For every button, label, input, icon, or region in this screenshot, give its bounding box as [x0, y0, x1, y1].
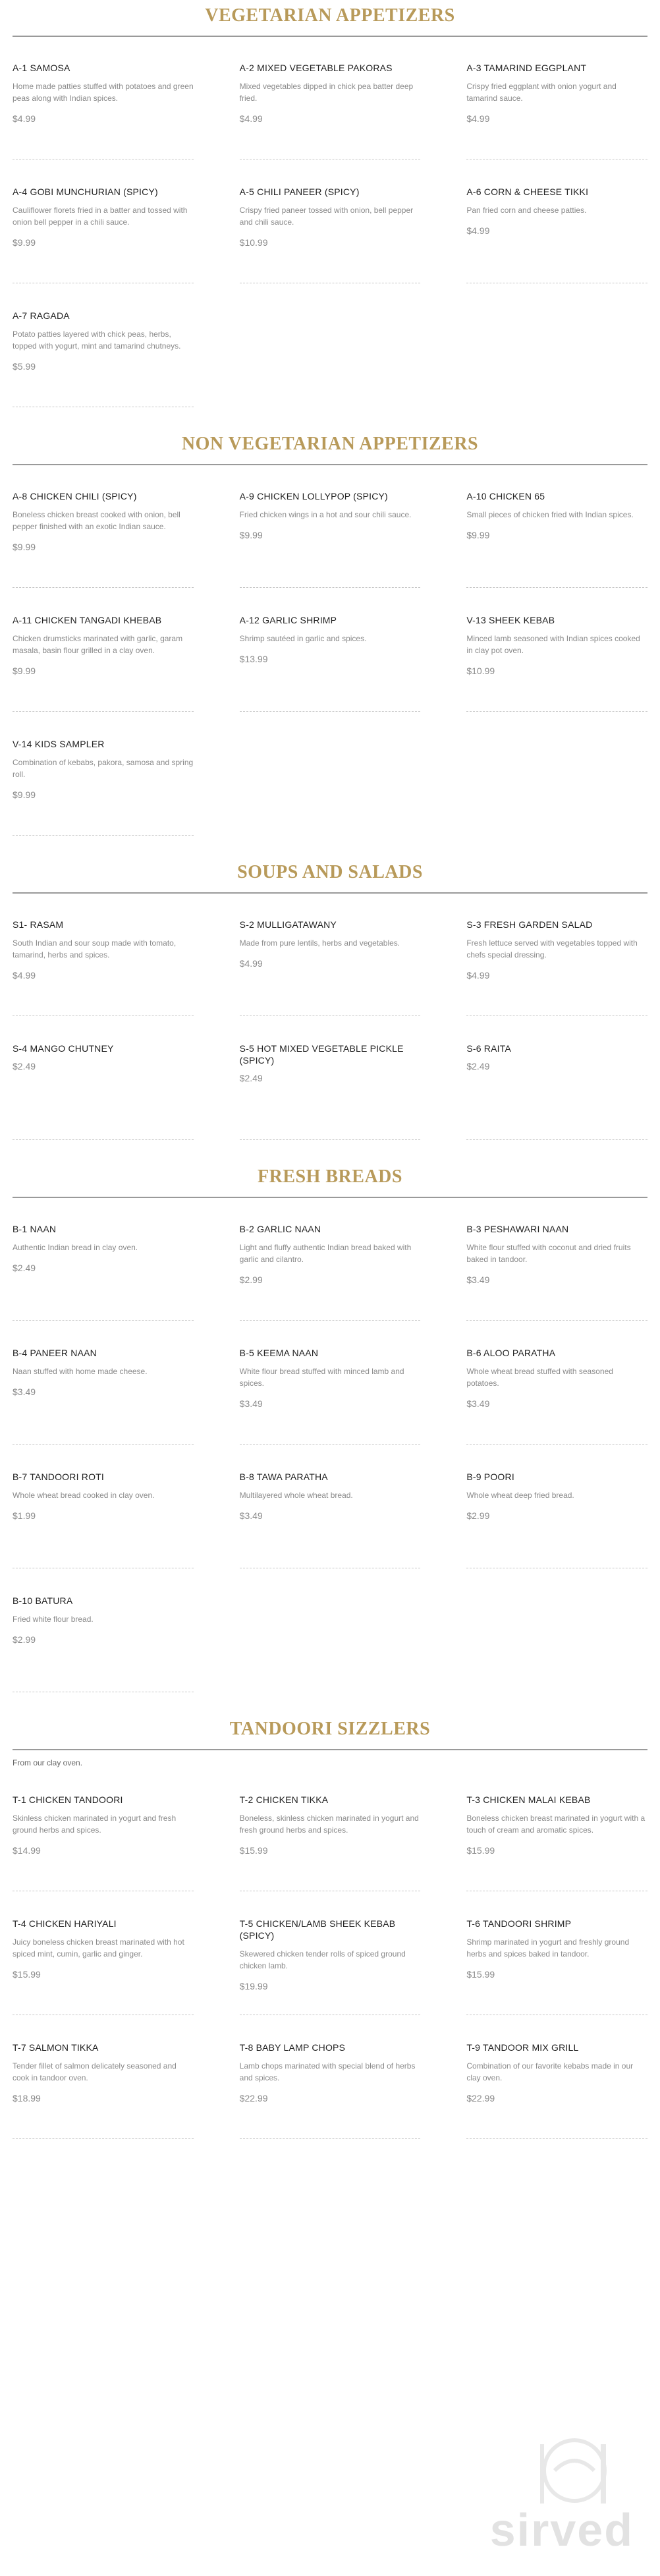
menu-item [13, 614, 194, 712]
menu-items-grid [13, 1794, 647, 2139]
menu-item-description: Minced lamb seasoned with Indian spices cooked in clay pot oven. [466, 634, 640, 656]
menu-item-price: $4.99 [466, 970, 490, 981]
menu-item-price: $4.99 [239, 113, 263, 125]
menu-item-name: B-9 POORI [466, 1472, 514, 1482]
menu-item-name: S-5 HOT MIXED VEGETABLE PICKLE (SPICY) [239, 1043, 404, 1066]
menu-item-description: Home made patties stuffed with potatoes and green peas along with Indian spices. [13, 82, 194, 103]
section-title: FRESH BREADS [258, 1166, 402, 1187]
menu-item-description: Combination of our favorite kebabs made in our clay oven. [466, 2061, 634, 2083]
menu-item-description: Crispy fried eggplant with onion yogurt and tamarind sauce. [466, 82, 617, 103]
menu-item [466, 62, 647, 159]
menu-item-price: $10.99 [466, 666, 495, 677]
menu-item-price: $4.99 [13, 970, 36, 981]
menu-item-description: Whole wheat bread stuffed with seasoned potatoes. [466, 1367, 613, 1388]
menu-item-description: Whole wheat deep fried bread. [466, 1491, 574, 1501]
menu-item [13, 1595, 194, 1692]
menu-item [466, 919, 647, 1016]
menu-item-name: A-10 CHICKEN 65 [466, 491, 545, 501]
menu-item-description: Mixed vegetables dipped in chick pea batter deep fried. [239, 82, 414, 103]
menu-item [240, 1794, 421, 1891]
menu-item [466, 614, 647, 712]
menu-item-name: B-3 PESHAWARI NAAN [466, 1224, 569, 1234]
menu-item-description: Cauliflower florets fried in a batter and tossed with onion bell pepper in a chili sauce. [13, 206, 188, 227]
menu-item-name: V-13 SHEEK KEBAB [466, 615, 555, 625]
menu-item-description: Small pieces of chicken fried with Indian spices. [466, 510, 634, 520]
menu-item [240, 1043, 421, 1140]
menu-item [240, 614, 421, 712]
menu-item-description: South Indian and sour soup made with tomato, tamarind, herbs and spices. [13, 938, 177, 960]
menu-item-name: A-5 CHILI PANEER (SPICY) [239, 186, 360, 197]
menu-item [466, 1223, 647, 1321]
menu-item-price: $2.49 [13, 1263, 36, 1274]
menu-item-price: $13.99 [239, 654, 268, 665]
menu-item-name: B-1 NAAN [13, 1224, 57, 1234]
menu-item-price: $2.99 [466, 1510, 490, 1522]
menu-item-price: $18.99 [13, 2093, 41, 2104]
menu-item-price: $4.99 [466, 113, 490, 125]
section-title: VEGETARIAN APPETIZERS [205, 5, 455, 26]
menu-item [466, 186, 647, 283]
menu-item-name: T-4 CHICKEN HARIYALI [13, 1918, 117, 1929]
menu-item-price: $3.49 [466, 1398, 490, 1410]
menu-item-description: White flour bread stuffed with minced lamb and spices. [239, 1367, 404, 1388]
menu-section [13, 1166, 647, 1692]
menu-item-description: Crispy fried paneer tossed with onion, bell pepper and chili sauce. [239, 206, 414, 227]
menu-item-description: Fresh lettuce served with vegetables topped with chefs special dressing. [466, 938, 638, 960]
menu-item-price: $2.99 [239, 1274, 263, 1286]
section-divider [13, 1197, 647, 1198]
menu-item-description: Tender fillet of salmon delicately seasoned and cook in tandoor oven. [13, 2061, 177, 2083]
menu-item-price: $9.99 [13, 542, 36, 553]
menu-item [13, 2042, 194, 2139]
watermark-text: sirved [489, 2504, 634, 2556]
menu-item-name: T-3 CHICKEN MALAI KEBAB [466, 1794, 591, 1805]
section-divider [13, 36, 647, 37]
menu-item [13, 186, 194, 283]
menu-item-name: T-9 TANDOOR MIX GRILL [466, 2042, 579, 2053]
menu-item-name: A-1 SAMOSA [13, 63, 70, 73]
menu-item-price: $9.99 [13, 237, 36, 248]
menu-item [240, 1223, 421, 1321]
menu-item-price: $15.99 [466, 1969, 495, 1980]
menu-item-description: Potato patties layered with chick peas, herbs, topped with yogurt, mint and tamarind chutneys. [13, 329, 181, 351]
menu-item-price: $2.99 [13, 1634, 36, 1646]
menu-item [240, 62, 421, 159]
menu-item [13, 1223, 194, 1321]
menu-item [13, 1794, 194, 1891]
menu-item-price: $14.99 [13, 1845, 41, 1856]
menu-item-name: S-2 MULLIGATAWANY [239, 919, 337, 930]
menu-item-name: A-7 RAGADA [13, 310, 70, 321]
menu-item-description: Shrimp marinated in yogurt and freshly ground herbs and spices baked in tandoor. [466, 1937, 630, 1959]
menu-item-price: $3.49 [239, 1510, 263, 1522]
menu-item [466, 490, 647, 588]
menu-item [13, 1043, 194, 1140]
menu-item-price: $19.99 [239, 1981, 268, 1992]
menu-item-name: B-10 BATURA [13, 1595, 73, 1606]
menu-item-name: T-5 CHICKEN/LAMB SHEEK KEBAB (SPICY) [239, 1918, 396, 1941]
section-title: SOUPS AND SALADS [237, 862, 423, 882]
menu-item-price: $22.99 [239, 2093, 268, 2104]
section-divider [13, 464, 647, 465]
menu-item [13, 62, 194, 159]
menu-item-description: Fried chicken wings in a hot and sour chili sauce. [239, 510, 412, 520]
menu-item-description: Naan stuffed with home made cheese. [13, 1367, 148, 1377]
menu-item-name: A-2 MIXED VEGETABLE PAKORAS [239, 63, 393, 73]
menu-item [13, 1347, 194, 1445]
menu-items-grid [13, 62, 647, 407]
menu-item-description: Boneless chicken breast marinated in yogurt with a touch of cream and aromatic spices. [466, 1814, 646, 1835]
menu-item-price: $10.99 [239, 237, 268, 248]
menu-item-description: Boneless chicken breast cooked with onion, bell pepper finished with an exotic Indian sauce. [13, 510, 180, 532]
menu-item-name: B-2 GARLIC NAAN [239, 1224, 321, 1234]
menu-item [13, 1918, 194, 2015]
menu-item-name: T-2 CHICKEN TIKKA [239, 1794, 329, 1805]
menu-item-price: $4.99 [239, 958, 263, 969]
menu-item-name: A-4 GOBI MUNCHURIAN (SPICY) [13, 186, 158, 197]
menu-item-description: Made from pure lentils, herbs and vegetables. [239, 938, 400, 948]
section-intro: From our clay oven. [13, 1758, 83, 1767]
menu-item-name: S-3 FRESH GARDEN SALAD [466, 919, 593, 930]
menu-item-description: Boneless, skinless chicken marinated in yogurt and fresh ground herbs and spices. [239, 1814, 419, 1835]
menu-item-name: B-4 PANEER NAAN [13, 1348, 97, 1358]
menu-item [240, 1471, 421, 1568]
menu-item [466, 1043, 647, 1140]
menu-items-grid [13, 490, 647, 836]
menu-items-grid [13, 1223, 647, 1692]
menu-item [240, 2042, 421, 2139]
menu-item-description: Pan fried corn and cheese patties. [466, 206, 587, 215]
menu-item-description: Authentic Indian bread in clay oven. [13, 1243, 138, 1253]
menu-item [466, 1918, 647, 2015]
section-title: NON VEGETARIAN APPETIZERS [181, 434, 479, 454]
menu-item-price: $3.49 [13, 1387, 36, 1398]
menu-item-price: $22.99 [466, 2093, 495, 2104]
section-title: TANDOORI SIZZLERS [229, 1719, 431, 1739]
menu-item-price: $3.49 [466, 1274, 490, 1286]
menu-items-grid [13, 919, 647, 1140]
menu-item-price: $9.99 [239, 530, 263, 541]
menu-item [466, 1471, 647, 1568]
menu-item [13, 1471, 194, 1568]
menu-item-description: Chicken drumsticks marinated with garlic, garam masala, basin flour grilled in a clay oven. [13, 634, 183, 656]
menu-item-description: Skewered chicken tender rolls of spiced ground chicken lamb. [239, 1949, 406, 1971]
menu-item [13, 310, 194, 407]
menu-item-description: Shrimp sautéed in garlic and spices. [239, 634, 367, 644]
sirved-watermark-icon [462, 2431, 634, 2556]
menu-item-price: $9.99 [13, 666, 36, 677]
menu-item [240, 1347, 421, 1445]
menu-item-name: A-8 CHICKEN CHILI (SPICY) [13, 491, 137, 501]
section-divider [13, 1749, 647, 1750]
menu-item-price: $15.99 [466, 1845, 495, 1856]
menu-section [13, 434, 647, 836]
menu-item [466, 1794, 647, 1891]
menu-item [240, 490, 421, 588]
menu-item [240, 919, 421, 1016]
menu-item-name: S-4 MANGO CHUTNEY [13, 1043, 114, 1054]
menu-item-description: Skinless chicken marinated in yogurt and fresh ground herbs and spices. [13, 1814, 177, 1835]
menu-item-price: $3.49 [239, 1398, 263, 1410]
menu-item-name: T-6 TANDOORI SHRIMP [466, 1918, 572, 1929]
menu-item [13, 919, 194, 1016]
menu-item-name: A-3 TAMARIND EGGPLANT [466, 63, 587, 73]
menu-item [13, 490, 194, 588]
menu-item-name: A-9 CHICKEN LOLLYPOP (SPICY) [239, 491, 388, 501]
menu-section [13, 1719, 647, 2139]
menu-item-description: Juicy boneless chicken breast marinated with hot spiced mint, cumin, garlic and ginger. [13, 1937, 184, 1959]
menu-item-name: S1- RASAM [13, 919, 64, 930]
menu-item-price: $9.99 [13, 789, 36, 801]
menu-section [13, 5, 647, 407]
menu-item [240, 186, 421, 283]
menu-item-name: B-6 ALOO PARATHA [466, 1348, 556, 1358]
menu-item-price: $1.99 [13, 1510, 36, 1522]
menu-item-description: Light and fluffy authentic Indian bread baked with garlic and cilantro. [239, 1243, 412, 1265]
menu-item-price: $5.99 [13, 361, 36, 372]
menu-item [466, 2042, 647, 2139]
menu-item-price: $2.49 [466, 1061, 490, 1072]
menu-item-name: T-7 SALMON TIKKA [13, 2042, 99, 2053]
menu-item-name: T-1 CHICKEN TANDOORI [13, 1794, 123, 1805]
menu-item-price: $2.49 [239, 1073, 263, 1084]
menu-item-price: $15.99 [13, 1969, 41, 1980]
menu-item-name: S-6 RAITA [466, 1043, 511, 1054]
menu-item-name: V-14 KIDS SAMPLER [13, 739, 105, 749]
menu-item-name: A-6 CORN & CHEESE TIKKI [466, 186, 589, 197]
menu-item-description: Fried white flour bread. [13, 1615, 94, 1624]
menu-item-name: B-7 TANDOORI ROTI [13, 1472, 105, 1482]
menu-item [466, 1347, 647, 1445]
menu-item-price: $4.99 [466, 225, 490, 237]
menu-item-description: Combination of kebabs, pakora, samosa and spring roll. [13, 758, 194, 780]
menu-page [13, 0, 647, 2139]
menu-item-name: T-8 BABY LAMP CHOPS [239, 2042, 346, 2053]
menu-item-description: Multilayered whole wheat bread. [239, 1491, 353, 1501]
menu-item-description: Lamb chops marinated with special blend of herbs and spices. [239, 2061, 416, 2083]
menu-item-name: A-12 GARLIC SHRIMP [239, 615, 337, 625]
menu-item [240, 1918, 421, 2015]
menu-item-price: $4.99 [13, 113, 36, 125]
menu-item-name: A-11 CHICKEN TANGADI KHEBAB [13, 615, 162, 625]
menu-item-price: $9.99 [466, 530, 490, 541]
menu-item-description: Whole wheat bread cooked in clay oven. [13, 1491, 155, 1501]
menu-item-name: B-8 TAWA PARATHA [239, 1472, 328, 1482]
menu-item [13, 738, 194, 836]
menu-item-name: B-5 KEEMA NAAN [239, 1348, 319, 1358]
menu-section [13, 862, 647, 1140]
menu-item-price: $15.99 [239, 1845, 268, 1856]
menu-item-price: $2.49 [13, 1061, 36, 1072]
section-divider [13, 892, 647, 894]
menu-item-description: White flour stuffed with coconut and dried fruits baked in tandoor. [466, 1243, 631, 1265]
